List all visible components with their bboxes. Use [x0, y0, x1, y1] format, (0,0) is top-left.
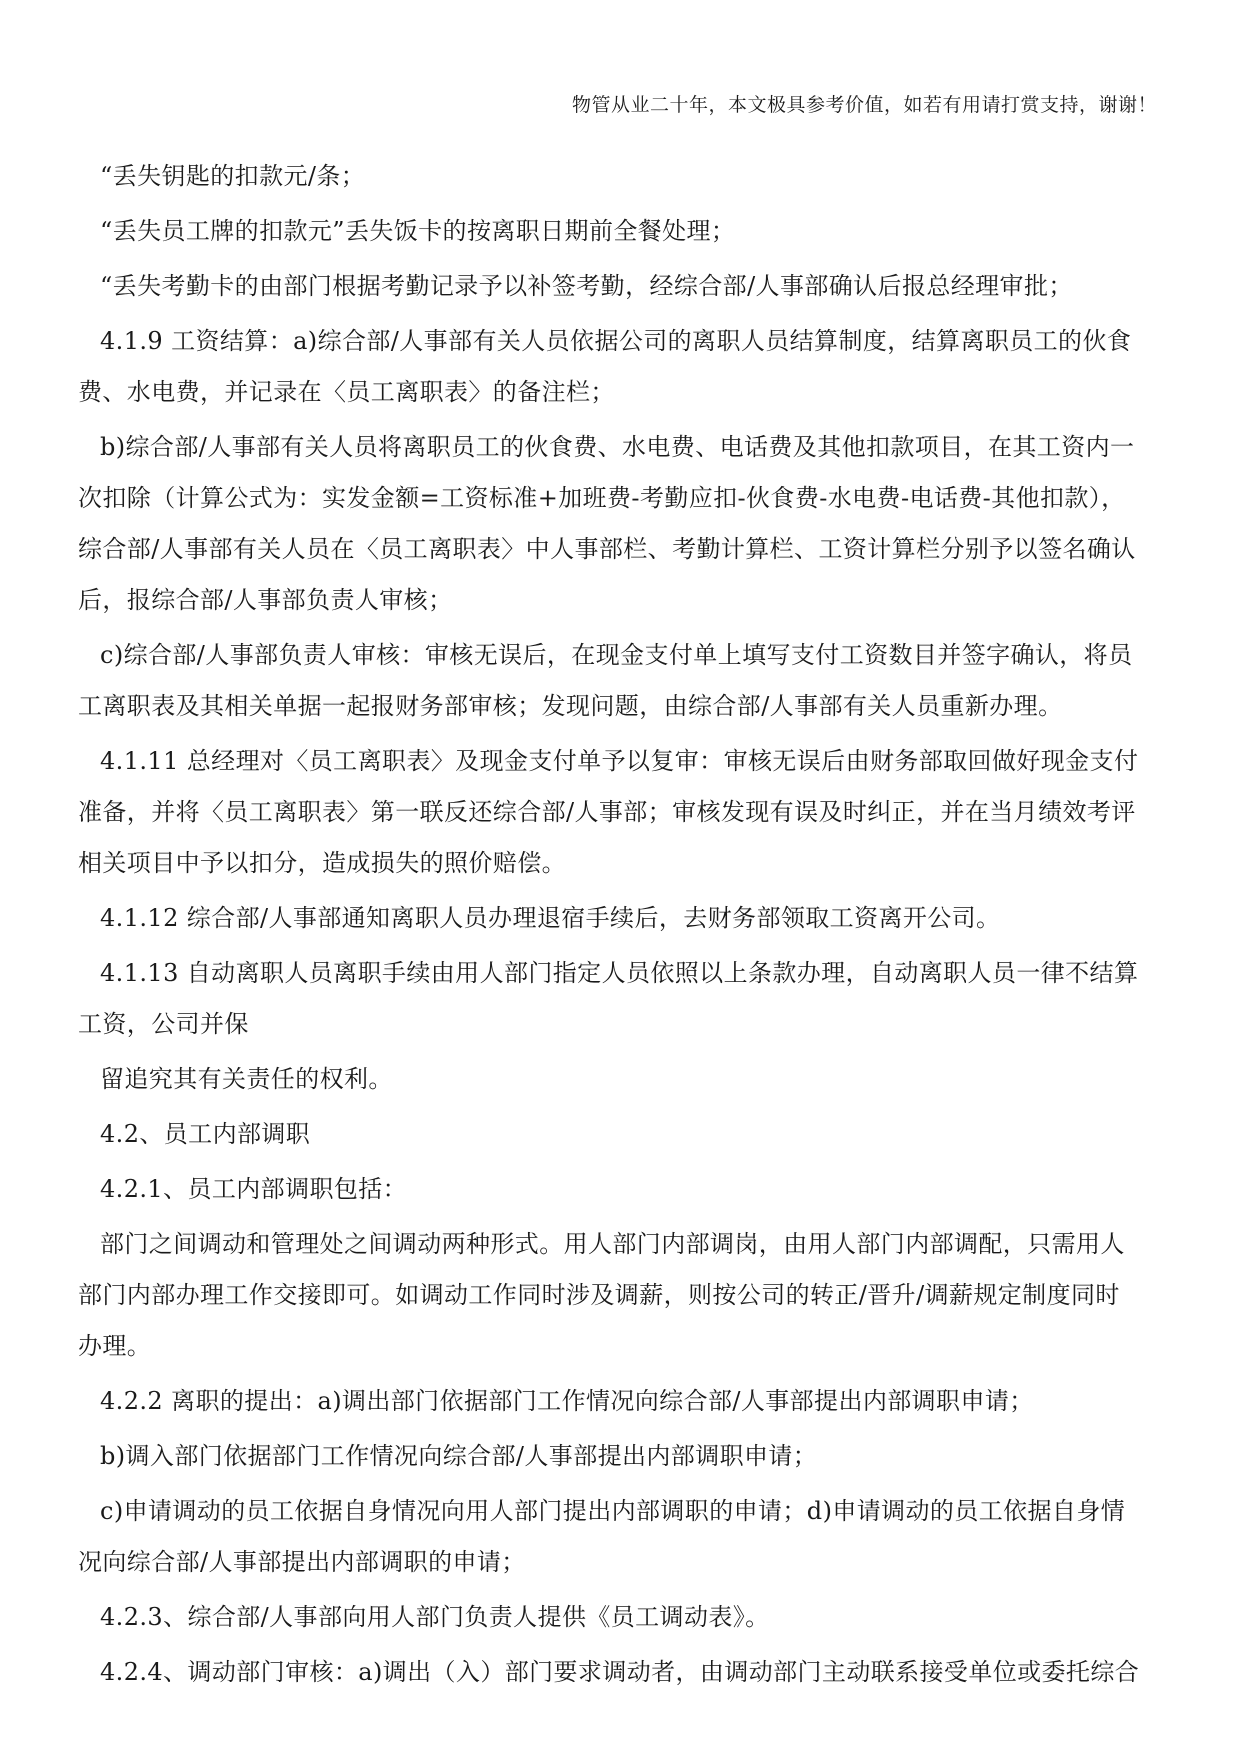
section-heading: 4.2、员工内部调职 [100, 1120, 311, 1148]
paragraph-line: 4.1.12 综合部/人事部通知离职人员办理退宿手续后，去财务部领取工资离开公司。 [100, 904, 1001, 932]
paragraph-line: b)综合部/人事部有关人员将离职员工的伙食费、水电费、电话费及其他扣款项目，在其工资内一 [100, 433, 1135, 461]
paragraph-line: 准备，并将〈员工离职表〉第一联反还综合部/人事部；审核发现有误及时纠正，并在当月绩效考评 [78, 798, 1136, 826]
paragraph-line: 4.2.3、综合部/人事部向用人部门负责人提供《员工调动表》。 [100, 1603, 770, 1631]
paragraph-line: 工离职表及其相关单据一起报财务部审核；发现问题，由综合部/人事部有关人员重新办理。 [78, 692, 1063, 720]
paragraph-line: 4.2.4、调动部门审核：a)调出（入）部门要求调动者，由调动部门主动联系接受单位或委托综合 [100, 1658, 1140, 1686]
paragraph-line: 部门内部办理工作交接即可。如调动工作同时涉及调薪，则按公司的转正/晋升/调薪规定制度同时 [78, 1281, 1120, 1309]
paragraph-line: 次扣除（计算公式为：实发金额=工资标准+加班费-考勤应扣-伙食费-水电费-电话费-其他扣款）， [78, 484, 1126, 512]
paragraph-line: “丢失员工牌的扣款元”丢失饭卡的按离职日期前全餐处理； [100, 217, 736, 245]
paragraph-line: 办理。 [78, 1332, 152, 1360]
paragraph-line: b)调入部门依据部门工作情况向综合部/人事部提出内部调职申请； [100, 1442, 818, 1470]
paragraph-line: 4.1.13 自动离职人员离职手续由用人部门指定人员依照以上条款办理，自动离职人员一律不结算 [100, 959, 1139, 987]
paragraph-line: 4.1.11 总经理对〈员工离职表〉及现金支付单予以复审：审核无误后由财务部取回做好现金支付 [100, 747, 1139, 775]
paragraph-line: c)综合部/人事部负责人审核：审核无误后，在现金支付单上填写支付工资数目并签字确认，将员 [100, 641, 1133, 669]
paragraph-line: 费、水电费，并记录在〈员工离职表〉的备注栏； [78, 378, 615, 406]
paragraph-line: 况向综合部/人事部提出内部调职的申请； [78, 1548, 526, 1576]
subsection-heading: 4.2.1、员工内部调职包括： [100, 1175, 408, 1203]
paragraph-line: c)申请调动的员工依据自身情况向用人部门提出内部调职的申请；d)申请调动的员工依据自身情 [100, 1497, 1126, 1525]
paragraph-line: 部门之间调动和管理处之间调动两种形式。用人部门内部调岗，由用人部门内部调配，只需用人 [100, 1230, 1125, 1258]
paragraph-line: 留追究其有关责任的权利。 [100, 1065, 393, 1093]
paragraph-line: “丢失考勤卡的由部门根据考勤记录予以补签考勤，经综合部/人事部确认后报总经理审批； [100, 272, 1073, 300]
paragraph-line: 相关项目中予以扣分，造成损失的照价赔偿。 [78, 849, 566, 877]
paragraph-line: 工资，公司并保 [78, 1010, 249, 1038]
paragraph-line: “丢失钥匙的扣款元/条； [100, 162, 366, 190]
header-note: 物管从业二十年，本文极具参考价值，如若有用请打赏支持，谢谢！ [571, 94, 1157, 116]
document-body [78, 155, 1163, 1694]
paragraph-line: 4.2.2 离职的提出：a)调出部门依据部门工作情况向综合部/人事部提出内部调职申请； [100, 1387, 1034, 1415]
paragraph-line: 4.1.9 工资结算：a)综合部/人事部有关人员依据公司的离职人员结算制度，结算离职员工的伙食 [100, 327, 1132, 355]
paragraph-line: 后，报综合部/人事部负责人审核； [78, 586, 453, 614]
paragraph-line: 综合部/人事部有关人员在〈员工离职表〉中人事部栏、考勤计算栏、工资计算栏分别予以签名确认 [78, 535, 1136, 563]
